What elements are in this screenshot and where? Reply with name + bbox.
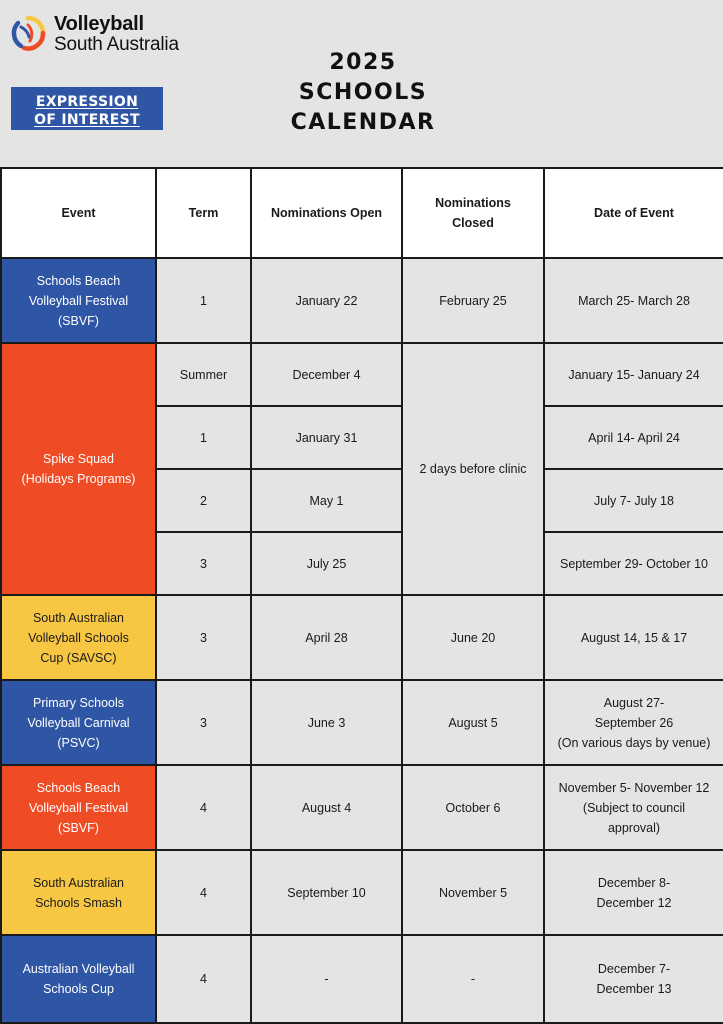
event-name: South Australian Schools Smash	[1, 850, 156, 935]
eoi-line2: OF INTEREST	[34, 111, 140, 128]
event-name: Primary Schools Volleyball Carnival (PSVC)	[1, 680, 156, 765]
nominations-open-cell: January 22	[251, 258, 402, 343]
title-line3: CALENDAR	[290, 110, 436, 135]
nominations-open-cell: June 3	[251, 680, 402, 765]
event-name: Spike Squad (Holidays Programs)	[1, 343, 156, 595]
term-cell: 3	[156, 595, 251, 680]
event-name: Schools Beach Volleyball Festival (SBVF)	[1, 258, 156, 343]
volleyball-logo-icon	[10, 15, 46, 53]
table-row	[1, 680, 723, 765]
date-of-event-cell	[544, 935, 723, 1023]
title-line2: SCHOOLS	[298, 80, 428, 105]
nominations-closed-cell: October 6	[402, 765, 544, 850]
nominations-closed-cell: August 5	[402, 680, 544, 765]
date-of-event-cell	[544, 765, 723, 850]
date-of-event-cell: August 14, 15 & 17	[544, 595, 723, 680]
event-name: South Australian Volleyball Schools Cup (SAVSC)	[1, 595, 156, 680]
event-name: Schools Beach Volleyball Festival (SBVF)	[1, 765, 156, 850]
date-line: August 27-	[603, 695, 665, 710]
date-of-event-cell: September 29- October 10	[544, 532, 723, 595]
nominations-closed-cell: June 20	[402, 595, 544, 680]
date-of-event-cell: January 15- January 24	[544, 343, 723, 406]
event-name: Australian Volleyball Schools Cup	[1, 935, 156, 1023]
table-row	[1, 595, 723, 680]
date-note: (On various days by venue)	[557, 735, 711, 750]
term-cell: 1	[156, 258, 251, 343]
table-row	[1, 258, 723, 343]
term-cell: 3	[156, 680, 251, 765]
nominations-open-cell: July 25	[251, 532, 402, 595]
nominations-open-cell: -	[251, 935, 402, 1023]
date-line: September 26	[594, 715, 674, 730]
nominations-closed-cell: -	[402, 935, 544, 1023]
date-of-event-cell	[544, 850, 723, 935]
table-header-row	[1, 168, 723, 258]
table-row	[1, 765, 723, 850]
date-of-event-cell: July 7- July 18	[544, 469, 723, 532]
header-term: Term	[156, 168, 251, 258]
header-nominations-open: Nominations Open	[251, 168, 402, 258]
nominations-open-cell: May 1	[251, 469, 402, 532]
logo-name-line2: South Australia	[54, 34, 179, 55]
term-cell: 4	[156, 850, 251, 935]
date-note: (Subject to council approval)	[582, 800, 686, 835]
term-cell: 3	[156, 532, 251, 595]
term-cell: 4	[156, 765, 251, 850]
term-cell: 4	[156, 935, 251, 1023]
expression-of-interest-link[interactable]	[11, 87, 163, 130]
nominations-closed-cell: November 5	[402, 850, 544, 935]
date-line: November 5- November 12	[558, 780, 710, 795]
date-line: December 12	[596, 895, 672, 910]
date-of-event-cell: March 25- March 28	[544, 258, 723, 343]
volleyball-sa-logo	[10, 14, 179, 54]
logo-name-line1: Volleyball	[54, 13, 144, 35]
nominations-open-cell: August 4	[251, 765, 402, 850]
nominations-closed-cell: 2 days before clinic	[402, 343, 544, 595]
nominations-open-cell: December 4	[251, 343, 402, 406]
header-event: Event	[1, 168, 156, 258]
table-row	[1, 935, 723, 1023]
term-cell: 1	[156, 406, 251, 469]
date-of-event-cell: April 14- April 24	[544, 406, 723, 469]
header-nominations-closed: Nominations Closed	[402, 168, 544, 258]
term-cell: 2	[156, 469, 251, 532]
page-title	[250, 48, 476, 138]
schools-calendar-table	[0, 167, 723, 1024]
nominations-open-cell: January 31	[251, 406, 402, 469]
table-row	[1, 850, 723, 935]
date-line: December 7-	[597, 962, 671, 976]
date-line: December 8-	[597, 875, 671, 890]
date-line: December 13	[596, 982, 672, 996]
nominations-closed-cell: February 25	[402, 258, 544, 343]
page-header	[0, 0, 723, 168]
table-row	[1, 343, 723, 406]
term-cell: Summer	[156, 343, 251, 406]
title-line1: 2025	[329, 50, 397, 75]
nominations-open-cell: April 28	[251, 595, 402, 680]
eoi-line1: EXPRESSION	[35, 93, 139, 110]
nominations-open-cell: September 10	[251, 850, 402, 935]
header-date-of-event: Date of Event	[544, 168, 723, 258]
date-of-event-cell	[544, 680, 723, 765]
